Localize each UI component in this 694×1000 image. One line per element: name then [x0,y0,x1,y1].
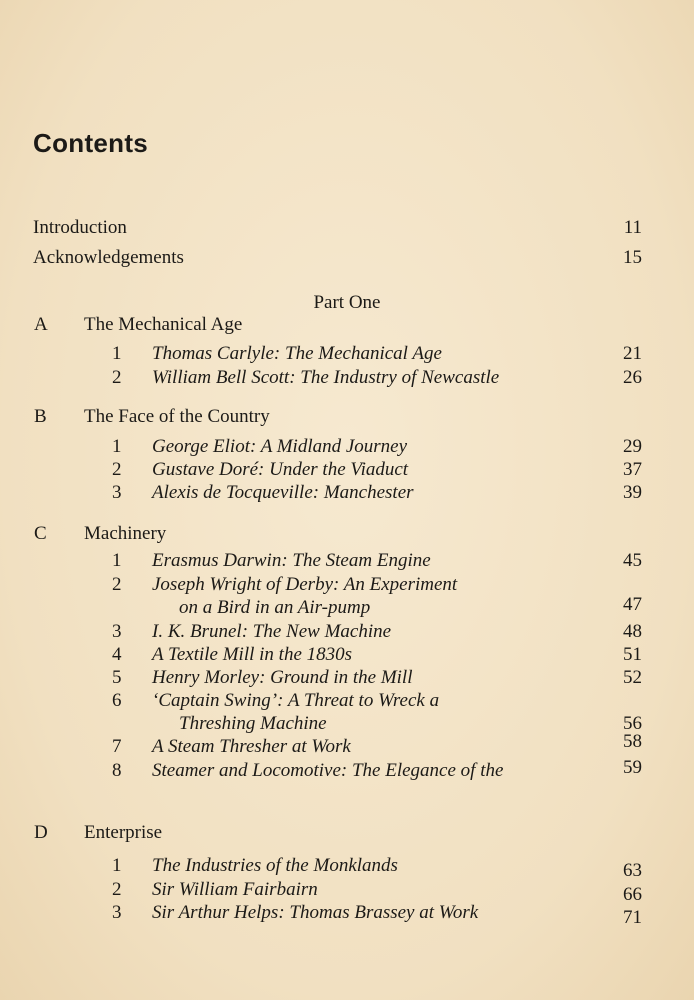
entry-title: George Eliot: A Midland Journey [152,436,408,457]
toc-page-number: 21 [623,343,642,364]
entry-title: ‘Captain Swing’: A Threat to Wreck a [152,690,440,711]
entry-number: 6 [112,690,122,711]
toc-page-number: 63 [623,860,642,881]
toc-entry [0,550,694,574]
toc-page-number: 52 [623,667,642,688]
section-letter: C [34,523,47,544]
section-heading [0,314,694,338]
toc-entry-continuation [0,713,694,737]
toc-page-number: 56 [623,713,642,734]
entry-number: 1 [112,343,122,364]
page-title: Contents [33,128,149,158]
toc-item-label: Acknowledgements [33,247,184,268]
entry-number: 2 [112,879,122,900]
entry-title: The Industries of the Monklands [152,855,398,876]
toc-entry [0,667,694,691]
entry-title: Gustave Doré: Under the Viaduct [152,459,409,480]
toc-page-number: 51 [623,644,642,665]
entry-title-continuation: Threshing Machine [179,713,327,734]
section-title: Enterprise [84,822,163,843]
toc-page-number: 29 [623,436,642,457]
entry-title: Joseph Wright of Derby: An Experiment [152,574,458,595]
entry-number: 1 [112,436,122,457]
toc-entry [0,459,694,483]
entry-title: A Steam Thresher at Work [152,736,351,757]
entry-title-continuation: on a Bird in an Air-pump [179,597,371,618]
toc-page-number: 59 [623,757,642,778]
entry-number: 2 [112,367,122,388]
toc-page-number: 66 [623,884,642,905]
section-heading [0,822,694,846]
entry-number: 3 [112,621,122,642]
entry-title: Steamer and Locomotive: The Elegance of the [152,760,504,781]
toc-entry [0,367,694,391]
toc-page-number: 37 [623,459,642,480]
entry-number: 2 [112,574,122,595]
toc-page-number: 47 [623,594,642,615]
toc-entry [0,436,694,460]
toc-item-label: Introduction [33,217,127,238]
toc-entry [0,902,694,926]
toc-entry-continuation [0,594,694,621]
toc-page-number: 39 [623,482,642,503]
toc-page-number: 45 [623,550,642,571]
toc-entry [0,644,694,668]
entry-title: Thomas Carlyle: The Mechanical Age [152,343,442,364]
entry-title: Alexis de Tocqueville: Manchester [152,482,414,503]
toc-page-number: 15 [623,247,642,268]
entry-number: 7 [112,736,122,757]
section-heading [0,406,694,430]
toc-page-number: 26 [623,367,642,388]
toc-page-number: 11 [623,217,642,238]
entry-number: 5 [112,667,122,688]
toc-entry [0,482,694,506]
section-letter: A [34,314,48,335]
toc-entry [0,731,694,760]
toc-front-item [0,247,694,271]
toc-page-number: 48 [623,621,642,642]
toc-entry [0,757,694,784]
entry-number: 1 [112,855,122,876]
entry-title: A Textile Mill in the 1830s [152,644,353,665]
toc-page-number: 58 [623,731,642,752]
section-letter: B [34,406,47,427]
section-title: Machinery [84,523,167,544]
toc-entry [0,855,694,879]
entry-number: 2 [112,459,122,480]
entry-number: 8 [112,760,122,781]
section-title: The Mechanical Age [84,314,243,335]
toc-entry [0,574,694,598]
section-heading [0,523,694,547]
toc-entry [0,343,694,367]
toc-entry [0,690,694,714]
part-heading: Part One [313,292,381,313]
entry-title: Sir William Fairbairn [152,879,318,900]
toc-entry [0,621,694,645]
entry-title: Sir Arthur Helps: Thomas Brassey at Work [152,902,479,923]
toc-entry [0,879,694,903]
section-letter: D [34,822,48,843]
section-title: The Face of the Country [84,406,270,427]
entry-number: 3 [112,902,122,923]
entry-title: Erasmus Darwin: The Steam Engine [152,550,431,571]
entry-title: I. K. Brunel: The New Machine [152,621,392,642]
toc-front-item [0,217,694,241]
entry-number: 3 [112,482,122,503]
entry-title: Henry Morley: Ground in the Mill [152,667,413,688]
entry-number: 4 [112,644,122,665]
toc-page-number: 71 [623,907,642,928]
entry-title: William Bell Scott: The Industry of Newcastle [152,367,500,388]
entry-number: 1 [112,550,122,571]
